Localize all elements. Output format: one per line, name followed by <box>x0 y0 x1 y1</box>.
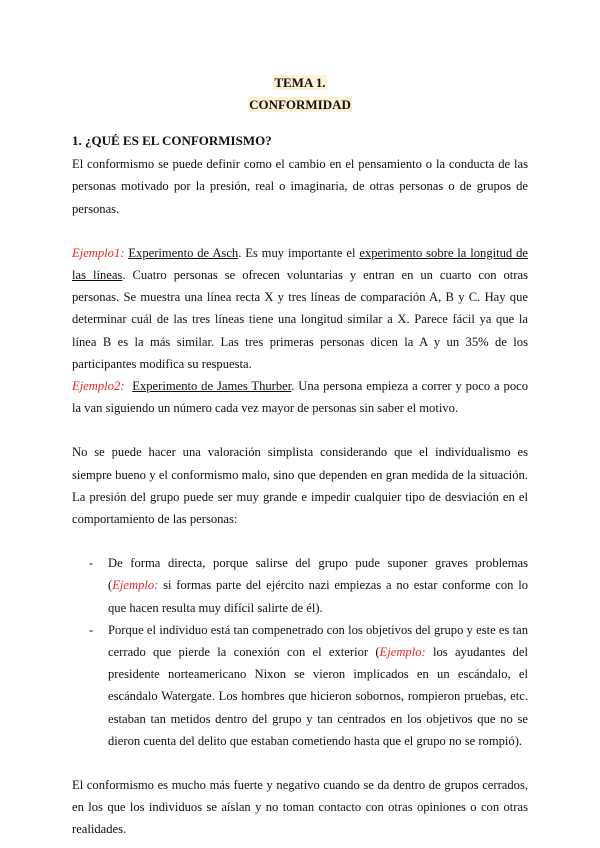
example1-paragraph <box>72 242 528 375</box>
example1-label: Ejemplo1: <box>72 245 125 260</box>
example2-paragraph <box>72 375 528 419</box>
situation-paragraph: No se puede hacer una valoración simplista considerando que el individualismo es siempre bueno y el conformismo malo, sino que dependen en gran medida de la situación. La presión del grupo puede ser muy grande e impedir cualquier tipo de desviación en el comportamiento de las personas: <box>72 445 528 527</box>
list-item <box>72 619 528 752</box>
example1-underlined: experimento sobre la longitud de las líneas <box>72 245 528 283</box>
topic-number-text: TEMA 1. <box>274 75 326 90</box>
topic-title-text: CONFORMIDAD <box>249 97 351 112</box>
example-label: Ejemplo: <box>379 645 426 660</box>
example1-text-b: . Cuatro personas se ofrecen voluntarias y entran en un cuarto con otras personas. Se muestra una línea recta X y tres líneas de comparación A, B y C. Hay que determinar cuál de las tres líneas tiene una longitud similar a X. Parece fácil ya que la línea B es la más similar. Las tres primeras personas dicen la A y un 35% de los participantes modifica su respuesta. <box>72 268 528 371</box>
closed-groups-paragraph: El conformismo es mucho más fuerte y negativo cuando se da dentro de grupos cerrados, en los que los individuos se aíslan y no toman contacto con otras opiniones o con otras realidades. <box>72 778 528 837</box>
example2-text: . Una persona empieza a correr y poco a poco la van siguiendo un número cada vez mayor de personas sin saber el motivo. <box>72 379 529 416</box>
list-item-text: De forma directa, porque salirse del grupo pude suponer graves problemas ( <box>108 556 528 593</box>
example1-text-a: . Es muy importante el <box>238 245 360 260</box>
example1-title: Experimento de Asch <box>128 245 239 260</box>
example-label: Ejemplo: <box>112 578 159 593</box>
section-heading: 1. ¿QUÉ ES EL CONFORMISMO? <box>72 133 272 148</box>
list-item-text: los ayudantes del presidente norteamericano Nixon se vieron implicados en un escándalo, el escándalo Watergate. Los hombres que hicieron sobornos, rompieron pruebas, etc. estaban tan metidos dentro del grupo y tan centrados en los objetivos que no se dieron cuenta del delito que estaban cometiendo hasta que el grupo no se rompió). <box>108 645 529 748</box>
topic-title <box>0 94 600 116</box>
definition-paragraph: El conformismo se puede definir como el cambio en el pensamiento o la conducta de las personas motivado por la presión, real o imaginaria, de otras personas o de grupos de personas. <box>72 157 528 216</box>
example2-title: Experimento de James Thurber <box>132 379 292 394</box>
title-block <box>0 72 600 116</box>
list-item-text: Porque el individuo está tan compenetrado con los objetivos del grupo y este es tan cerrado que pierde la conexión con el exterior ( <box>108 622 528 660</box>
pressure-list <box>72 552 528 752</box>
example2-label: Ejemplo2: <box>72 379 125 394</box>
topic-number <box>0 72 600 94</box>
document-body <box>72 130 528 841</box>
list-item <box>72 552 528 619</box>
list-item-text: si formas parte del ejército nazi empiezas a no estar conforme con lo que hacen resulta muy difícil salirte de él). <box>108 578 528 615</box>
